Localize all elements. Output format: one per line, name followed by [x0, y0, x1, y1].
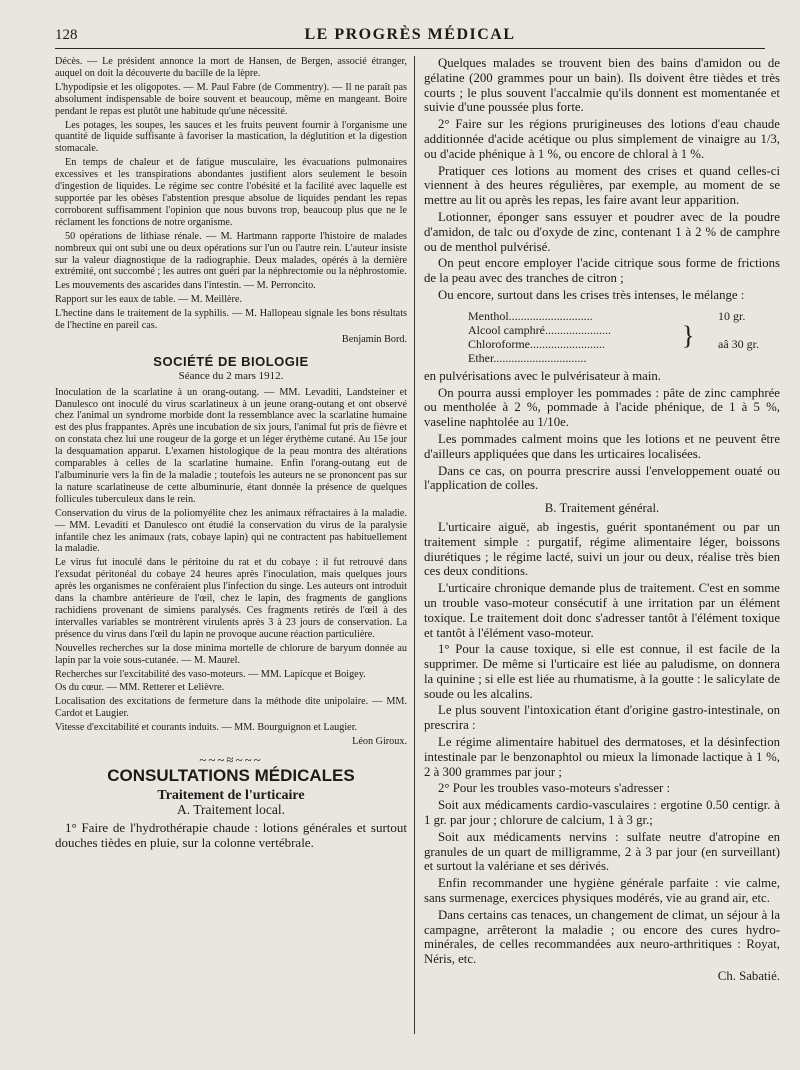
paragraph-nervins: Soit aux médicaments nervins : sulfate neutre d'atropine en granules de un quart de milligramme, 2 à 3 par jour (en surveillant) et surtout la valériane et ses dérivés. [424, 829, 780, 874]
paragraph-potages: Les potages, les soupes, les sauces et les fruits peuvent fournir à l'organisme une quantité de liquide suffisante à favoriser la mastication, la déglutition et la digestion stomacale. [55, 119, 407, 155]
paragraph-intoxication: Le plus souvent l'intoxication étant d'origine gastro-intestinale, on prescrira : [424, 703, 780, 733]
paragraph-poliomyelite: Conservation du virus de la poliomyélite chez les animaux réfractaires à la maladie. — MM. Levaditi et Danulesco ont étudié la conservation du virus de la paralysie infantile chez les animaux (rats, cobaye lapin) qui ne contractent pas habituellement la maladie. [55, 507, 407, 555]
paragraph-hypodipsie: L'hypodipsie et les oligopotes. — M. Paul Fabre (de Commentry). — Il ne paraît pas absolument indispensable de boire souvent et beaucoup, même en mangeant. Boire pendant le repas est plutôt une habitude qu'une nécessité. [55, 81, 407, 117]
paragraph-troubles: 2° Pour les troubles vaso-moteurs s'adresser : [438, 781, 671, 796]
column-divider [414, 56, 415, 1034]
treatment-general-subtitle: B. Traitement général. [544, 501, 660, 516]
paragraph-hydrotherapie: 1° Faire de l'hydrothérapie chaude : lotions générales et surtout douches tièdes en pluie, sur la colonne vertébrale. [55, 819, 407, 851]
treatment-local-subtitle: A. Traitement local. [177, 801, 285, 817]
paragraph-hectine: L'hectine dans le traitement de la syphilis. — M. Hallopeau signale les bons résultats de l'hectine en pareil cas. [55, 308, 407, 332]
paragraph-pommades-calment: Les pommades calment moins que les lotions et ne peuvent être d'ailleurs appliquées que dans les urticaires localisées. [424, 431, 780, 461]
paragraph-vitesse: Vitesse d'excitabilité et courants induits. — MM. Bourguignon et Laugier. [55, 722, 358, 734]
paragraph-deces: Décès. — Le président annonce la mort de Hansen, de Bergen, associé étranger, auquel on doit la découverte du bacille de la lèpre. [55, 56, 407, 79]
page-number: 128 [55, 26, 78, 43]
formula-ingredient: Chloroforme......................... [468, 336, 605, 351]
paragraph-pulverisations: en pulvérisations avec le pulvérisateur à main. [424, 368, 662, 383]
paragraph-hygiene: Enfin recommander une hygiène générale parfaite : vie calme, sans surmenage, exercices physiques modérés, vie au grand air, etc. [424, 876, 780, 906]
consultations-title: CONSULTATIONS MÉDICALES [107, 765, 355, 785]
paragraph-pommades: On pourra aussi employer les pommades : pâte de zinc camphrée ou mentholée à 2 %, pommade à l'acide phénique, de 1 à 5 %, vaseline naphtolée au 1/10e. [424, 385, 780, 430]
formula-dose: 10 gr. [718, 308, 746, 323]
paragraph-lithiase: 50 opérations de lithiase rénale. — M. Hartmann rapporte l'histoire de malades nombreux qui ont subi une ou deux opérations sur l'un ou l'autre rein. L'auteur insiste sur la valeur diagnostique de la radiographie. Deux malades, opérés à la dernière extrémité, ont succombé ; les autres ont guéri par la néphrectomie ou la néphrostomie. [55, 230, 407, 278]
paragraph-eaux: Rapport sur les eaux de table. — M. Meillère. [55, 294, 243, 306]
paragraph-bains: Quelques malades se trouvent bien des bains d'amidon ou de gélatine (200 grammes pour un bain). Ils doivent être tièdes et très courts ; le plus souvent l'accalmie qu'ils donnent est momentanée et suivie d'une poussée plus forte. [424, 56, 780, 115]
paragraph-virus: Le virus fut inoculé dans le péritoine du rat et du cobaye : il fut retrouvé dans l'exsudat péritonéal du cobaye 24 heures après l'inoculation, mais quelques jours après les organismes ne conféraient plus l'infection du singe. Les auteurs ont introduit dans la chambre antérieure de l'œil, chez le lapin, des fragments de ganglions rachidiens provenant de simiens paralysés. Ces fragments retirés de l'œil à des intervalles variables se montrèrent virulents après 3 à 23 jours de conservation. La présence du virus dans l'œil du lapin ne provoque aucune réaction particulière. [55, 557, 407, 640]
formula-row [468, 337, 780, 351]
paragraph-climat: Dans certains cas tenaces, un changement de climat, un séjour à la campagne, arrêteront la maladie ; ou encore des cures hydro-minérales, de celles recommandées aux neuro-arthritiques : Royat, Néris, etc. [424, 907, 780, 967]
paragraph-cardio: Soit aux médicaments cardio-vasculaires : ergotine 0.50 centigr. à 1 gr. par jour ; chlorure de calcium, 1 à 3 gr.; [424, 798, 780, 828]
paragraph-citrique: On peut encore employer l'acide citrique sous forme de frictions de la peau avec des tranches de citron ; [424, 256, 780, 286]
paragraph-aigue: L'urticaire aiguë, ab ingestis, guérit spontanément ou par un traitement simple : purgatif, régime alimentaire léger, boissons diurétiques ; le régime lacté, suivi un jour ou deux, réalise très bien ces deux conditions. [424, 519, 780, 579]
left-column [55, 56, 407, 853]
paragraph-baryum: Nouvelles recherches sur la dose minima mortelle de chlorure de baryum donnée au lapin par la voie sous-cutanée. — M. Maurel. [55, 642, 407, 666]
prescription-formula [468, 309, 780, 365]
formula-ingredient: Menthol............................ [468, 308, 593, 323]
paragraph-scarlatine: Inoculation de la scarlatine à un orang-outang. — MM. Levaditi, Landsteiner et Danulesco ont inoculé du virus scarlatineux à un jeune orang-outang et ont observé chez l'animal un syndrome morbide dont la ressemblance avec la scarlatine humaine est des plus frappantes. Après une incubation de six jours, l'animal fut pris de fièvre et on constata chez lui une rougeur de la gorge et un léger érythème cutané. Au 15e jour la desquamation apparut. L'examen histologique de la peau montra des altérations comparables à celles de la scarlatine humaine. Enfin l'orang-outang eut de l'albuminurie vers la fin de la maladie ; toutefois les auteurs ne se prononcent pas sur la nature scarlatineuse de cette albuminurie, étant donnée la présence de quelques follicules tuberculeux dans le rein. [55, 386, 407, 505]
ornament-divider: ~~~≈~~~ [199, 751, 263, 767]
signature-giroux: Léon Giroux. [352, 736, 407, 748]
signature-sabatie: Ch. Sabatié. [717, 969, 780, 984]
paragraph-regime: Le régime alimentaire habituel des dermatoses, et la désinfection intestinale par le benzonaphtol ou mieux la limonade lactique à 1 %, 2 à 300 grammes par jour ; [424, 735, 780, 779]
formula-dose: aâ 30 gr. [718, 336, 759, 351]
formula-row [468, 309, 780, 323]
paragraph-lotions: 2° Faire sur les régions prurigineuses des lotions d'eau chaude additionnée d'acide acétique ou plus simplement de vinaigre au 1/3, ou d'acide phénique à 1 %, ou encore de chloral à 1 %. [424, 117, 780, 161]
formula-ingredient: Alcool camphré...................... [468, 322, 611, 337]
paragraph-chronique: L'urticaire chronique demande plus de traitement. C'est en somme un trouble vaso-moteur consécutif à une irritation par un élément toxique. Le traitement doit donc s'adresser tantôt à l'élément toxique et tantôt à l'élément vaso-moteur. [424, 581, 780, 640]
paragraph-enveloppement: Dans ce cas, on pourra prescrire aussi l'enveloppement ouaté ou l'application de colles. [424, 463, 780, 493]
formula-row [468, 351, 780, 365]
section-date: Séance du 2 mars 1912. [178, 369, 284, 382]
paragraph-vasomoteurs: Recherches sur l'excitabilité des vaso-moteurs. — MM. Lapicque et Boigey. [55, 668, 366, 680]
treatment-title: Traitement de l'urticaire [157, 787, 305, 803]
journal-title: LE PROGRÈS MÉDICAL [304, 26, 516, 43]
paragraph-ascarides: Les mouvements des ascarides dans l'intestin. — M. Perroncito. [55, 280, 316, 292]
paragraph-localisation: Localisation des excitations de fermeture dans la méthode dite unipolaire. — MM. Cardot et Laugier. [55, 696, 407, 720]
formula-brace: } [682, 320, 695, 350]
paragraph-cause-toxique: 1° Pour la cause toxique, si elle est connue, il est facile de la supprimer. De même si l'urticaire est liée au paludisme, on donnera la quinine ; si elle est liée au rhumatisme, à la goutte : le salicylate de soude ou les alcalins. [424, 642, 780, 701]
formula-ingredient: Ether............................... [468, 350, 587, 365]
paragraph-chaleur: En temps de chaleur et de fatigue musculaire, les évacuations pulmonaires excessives et les transpirations abondantes justifient alors seulement le besoin d'ingestion de liquides. Le régime sec contre l'obésité et la facilité avec laquelle est supportée par les obèses l'abstention presque absolue de liquides pendant les repas corroborent suffisamment l'opinion que nous buvons trop, beaucoup plus que ne le réclament les fonctions de notre organisme. [55, 157, 407, 228]
paragraph-pratiquer: Pratiquer ces lotions au moment des crises et quand celles-ci viennent à des heures régulières, par exemple, au moment de se mettre au lit ou après les repas, les faire avant leur apparition. [424, 163, 780, 208]
formula-row [468, 323, 780, 337]
section-title-biologie: SOCIÉTÉ DE BIOLOGIE [153, 353, 309, 369]
signature-bord: Benjamin Bord. [341, 333, 407, 345]
page-header [55, 22, 765, 49]
paragraph-lotionner: Lotionner, éponger sans essuyer et poudrer avec de la poudre d'amidon, de talc ou d'oxyde de zinc, contenant 1 à 2 % de camphre ou de menthol pulvérisé. [424, 209, 780, 254]
paragraph-melange: Ou encore, surtout dans les crises très intenses, le mélange : [438, 287, 745, 302]
right-column [424, 56, 780, 984]
paragraph-os-coeur: Os du cœur. — MM. Retterer et Lelièvre. [55, 682, 225, 694]
